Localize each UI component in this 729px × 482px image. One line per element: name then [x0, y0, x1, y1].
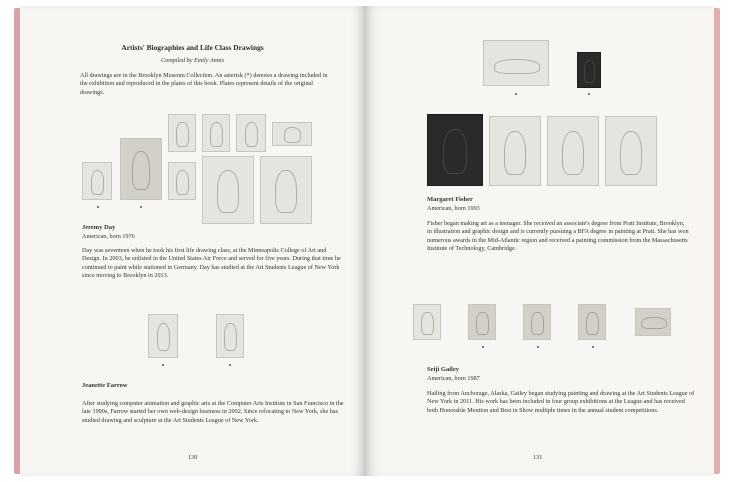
drawing-thumbnail — [468, 304, 496, 340]
drawing-thumbnail — [120, 138, 162, 200]
exhibition-asterisk — [588, 93, 590, 95]
drawing-thumbnail — [483, 40, 549, 86]
drawing-thumbnail — [168, 162, 196, 200]
left-page — [20, 6, 365, 476]
exhibition-asterisk — [515, 93, 517, 95]
artist-bio: After studying computer animation and graphic arts at the Computer Arts Institute in San Francisco in the late 1990s, Farrow started her own web-design business in 2002. Since relocating to New York, she has studied drawing and sculpture at the Art Students League of New York. — [82, 400, 344, 424]
open-book — [14, 6, 720, 476]
drawing-thumbnail — [148, 314, 178, 358]
exhibition-asterisk — [229, 364, 231, 366]
drawing-thumbnail — [260, 156, 312, 224]
section-title: Artists' Biographies and Life Class Drawings — [121, 43, 264, 52]
drawing-thumbnail — [168, 114, 196, 152]
exhibition-asterisk — [482, 346, 484, 348]
drawing-thumbnail — [82, 162, 112, 200]
exhibition-asterisk — [537, 346, 539, 348]
intro-paragraph: All drawings are in the Brooklyn Museum Collection. An asterisk (*) denotes a drawing included in the exhibition and reproduced in the plates of this book. Plates represent details of the original drawings. — [80, 72, 328, 96]
page-number: 131 — [533, 454, 543, 461]
artist-bio: Fisher began making art as a teenager. She received an associate's degree from Pratt Institute, Brooklyn, in illustration and graphic design and is currently pursuing a BFA degree in painting at Pratt. She has won numerous awards in the Mid-Atlantic region and received a painting commission from the Massachusetts Institute of Technology, Cambridge. — [427, 220, 689, 253]
exhibition-asterisk — [162, 364, 164, 366]
artist-bio: Day was seventeen when he took his first life drawing class, at the Minneapolis College of Art and Design. In 2003, he enlisted in the United States Air Force and served for five years. During that time he continued to paint while stationed in Germany. Day has studied at the Art Students League of New York since moving to Brooklyn in 2013. — [82, 247, 341, 280]
drawing-thumbnail — [202, 114, 230, 152]
drawing-thumbnail — [547, 116, 599, 186]
artist-name: Seiji Gailey — [427, 366, 459, 373]
drawing-thumbnail — [578, 304, 606, 340]
drawing-thumbnail — [272, 122, 312, 146]
artist-origin: American, born 1993 — [427, 205, 480, 212]
artist-origin: American, born 1976 — [82, 233, 135, 240]
drawing-thumbnail — [635, 308, 671, 336]
artist-name: Jeremy Day — [82, 224, 116, 231]
drawing-thumbnail — [523, 304, 551, 340]
drawing-thumbnail — [413, 304, 441, 340]
artist-name: Jeanette Farrow — [82, 382, 128, 389]
drawing-thumbnail — [577, 52, 601, 88]
right-page — [365, 6, 714, 476]
drawing-thumbnail — [236, 114, 266, 152]
drawing-thumbnail — [216, 314, 244, 358]
drawing-thumbnail — [605, 116, 657, 186]
drawing-thumbnail — [489, 116, 541, 186]
artist-bio: Hailing from Anchorage, Alaska, Gailey began studying painting and drawing at the Art Students League of New York in 2011. His work has been included in four group exhibitions at the League and has received both Honorable Mention and Best in Show multiple times in the annual student competitions. — [427, 390, 695, 414]
compiled-by: Compiled by Emily Annis — [161, 57, 224, 64]
artist-name: Margaret Fisher — [427, 196, 473, 203]
artist-origin: American, born 1987 — [427, 375, 480, 382]
exhibition-asterisk — [140, 206, 142, 208]
drawing-thumbnail — [202, 156, 254, 224]
exhibition-asterisk — [97, 206, 99, 208]
exhibition-asterisk — [592, 346, 594, 348]
drawing-thumbnail — [427, 114, 483, 186]
page-number: 130 — [188, 454, 198, 461]
